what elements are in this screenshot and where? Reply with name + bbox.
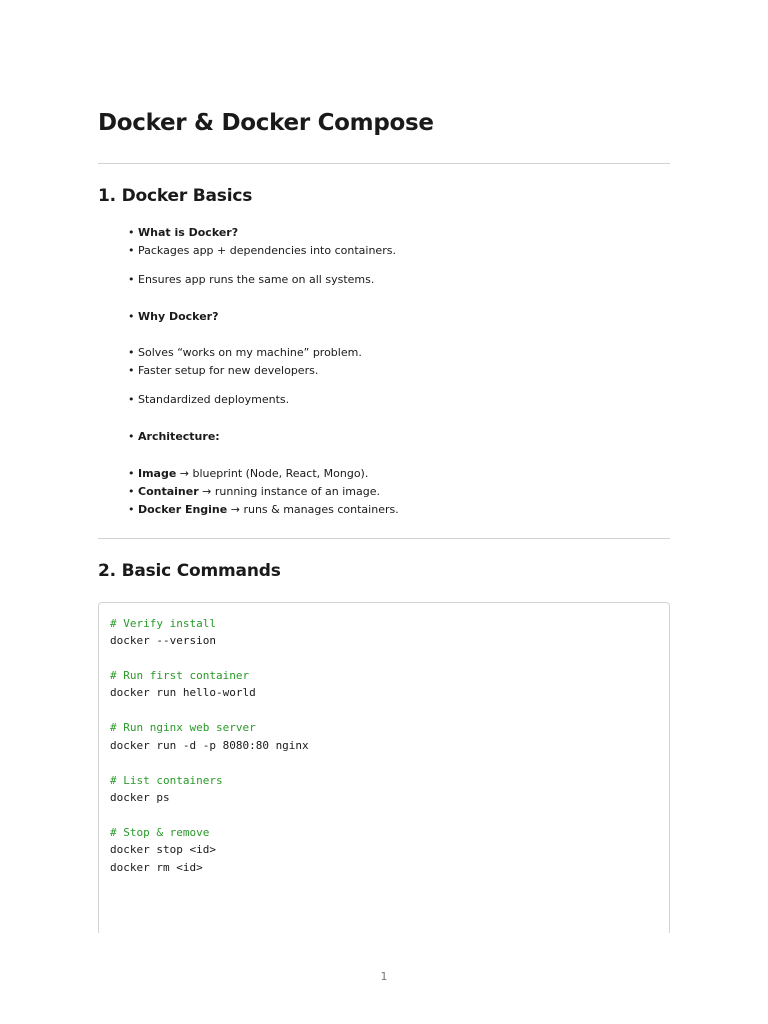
code-command: docker run -d -p 8080:80 nginx (110, 739, 309, 752)
code-comment: # List containers (110, 774, 223, 787)
code-comment: # Run first container (110, 669, 250, 682)
code-command: docker stop <id> (110, 843, 216, 856)
bullet-architecture: • Architecture: (128, 430, 220, 443)
bullet-image: • Image → blueprint (Node, React, Mongo). (128, 467, 369, 480)
bullet-ensures: • Ensures app runs the same on all systems. (128, 273, 375, 286)
code-comment: # Stop & remove (110, 826, 210, 839)
title-divider (98, 163, 670, 164)
bullet-why-docker: • Why Docker? (128, 310, 219, 323)
bullet-solves: • Solves “works on my machine” problem. (128, 346, 362, 359)
section-heading-basic-commands: 2. Basic Commands (98, 561, 281, 581)
code-block (98, 602, 670, 933)
code-comment: # Run nginx web server (110, 721, 256, 734)
bullet-docker-engine: • Docker Engine → runs & manages containers. (128, 503, 399, 516)
code-command: docker rm <id> (110, 861, 203, 874)
bullet-faster-setup: • Faster setup for new developers. (128, 364, 319, 377)
section-divider (98, 538, 670, 539)
page-number: 1 (380, 970, 388, 983)
bullet-packages: • Packages app + dependencies into containers. (128, 244, 396, 257)
section-heading-docker-basics: 1. Docker Basics (98, 186, 253, 206)
code-command: docker ps (110, 791, 170, 804)
code-comment: # Verify install (110, 617, 216, 630)
code-command: docker run hello-world (110, 686, 256, 699)
bullet-what-is-docker: • What is Docker? (128, 226, 239, 239)
bullet-standardized: • Standardized deployments. (128, 393, 290, 406)
code-command: docker --version (110, 634, 216, 647)
bullet-container: • Container → running instance of an image. (128, 485, 380, 498)
page-title: Docker & Docker Compose (98, 110, 434, 136)
